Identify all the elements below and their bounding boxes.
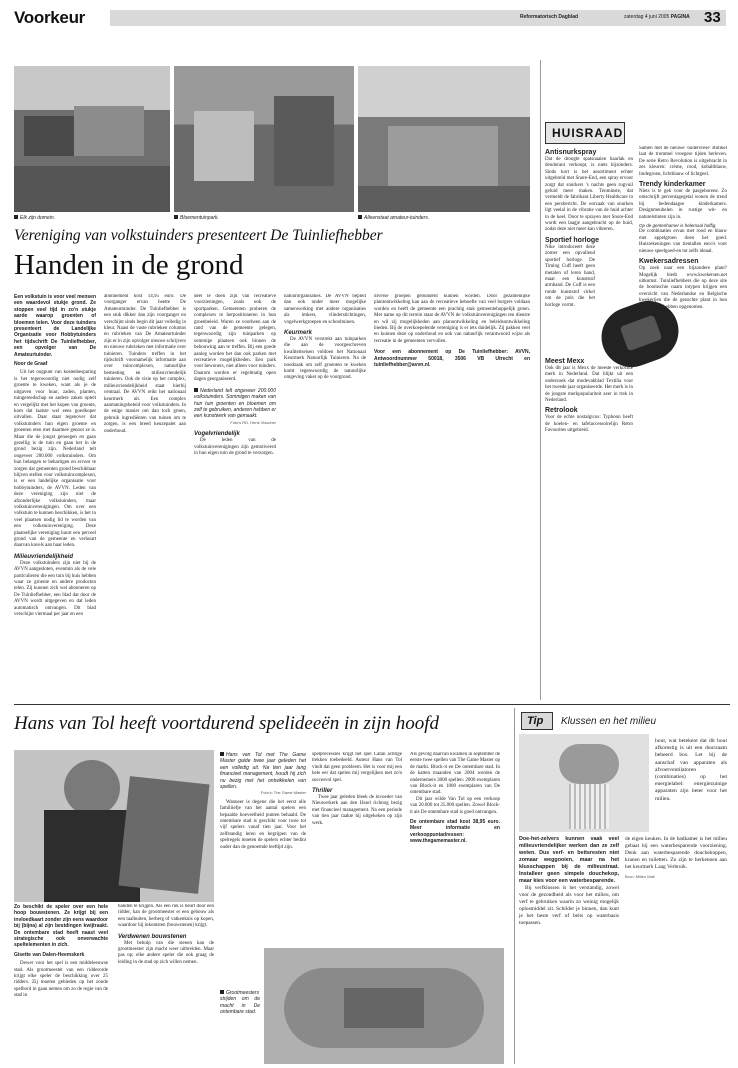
article2-footer: De ontembare stad kost 38,95 euro. Meer informatie en verkooppuntadressen: www.thegamemaster.nl. [410, 819, 500, 845]
article2-col4 [312, 752, 402, 942]
article1-col1 [14, 294, 96, 694]
huisraad-logo-text: HUISRAAD [552, 126, 624, 140]
tip-col-left [519, 836, 619, 1062]
article2-quote-credit: Foto's: The Game Master [260, 790, 306, 796]
article2-col5-text: Als gevolg daarvan kwamen in september de eerste twee spellen van The Game Master op de markt. Block-it en De ontembare stad. In de katten maanden van 2004 werden de ondernemers 3000 spellen: 2000 exemplaren van Block-it en 1000 exemplaren van De ontembare stad. [410, 752, 500, 796]
article1-col4 [284, 294, 366, 694]
article1-sub-vogel: Vogelvriendelijk [194, 431, 240, 438]
huisraad-item6-text: Op zoek naar een bijzondere plant? Mogelijk biedt www.kwekersen.net uitkomst. Tuinliefhebbers die op deze site de boomschie naam intypen krijgen een overzicht van Nederlandse en Belgische kwekerijen die de gezochte plant in hun assortiment hebben opgenomen. [639, 266, 727, 310]
tip-col-right [655, 738, 727, 834]
article1-col3 [194, 294, 276, 694]
article1-headline: Handen in de grond [14, 249, 244, 281]
page-number: 33 [704, 9, 721, 26]
game-designer-photo [14, 750, 214, 902]
tip-title: Klussen en het milieu [561, 716, 657, 727]
caption-bullet [174, 215, 178, 219]
article2-col5 [410, 752, 500, 942]
huisraad-item5-title: Trendy kinderkamer [639, 181, 706, 189]
article1-col3b-text: De leden van de volkstuinverenigingen zijn gemotiveerd in hun eigen tuin de grond te verzorgen. [194, 438, 276, 456]
article2-quote2: Grootmeesters strijden om de macht in De ontembare stad. [220, 990, 260, 1016]
photo-caption-2: Bloementuinpark. [174, 215, 219, 221]
page-label: PAGINA [670, 14, 690, 20]
article2-col4b-text: Twee jaar geleden bleek de invoeder van Nieuwerkerk aan den IJssel richnog bezig met financieel management. Na een periode van tien jaar raakte hij uitgekeken op zijn werk. [312, 795, 402, 826]
article1-col2-text: abonnement kost 14,95 euro. De voorganger ervan heette De Amateurtuinder. De Tuinliefhebber is een stuk dikker dan zijn voorganger en verschijnt sinds begin dit jaar volledig in kleur. Naast de vaste rubrieken columns en rubrieken van De Amateurtuinder zijn er in zijn opvolger nieuwe schrijvers en nieuwe rubrieken met informatie over tuinieren. Tuinders treffen in het tijdschrift voornamelijk informatie aan over tuincomplexen, natuurlijke bemesting en milieuvriendelijk tuinieren. Ook de visie op het complex, milieuvriendelijkheid staat hierbij centraal. De AVVN reikt het nationaal keurmerk uit. Een complex aanmaningsbeleid voor volkstuinders. In de enige manier om dan toch groen, gebruik ingrediënten van tuinen om te zorgen, is een breed keuzepalet aan onderhoud. [104, 294, 186, 434]
header-date [624, 14, 690, 20]
article2-col3-text: Wanneer is degene die het eerst alle familiiefje van het aantal spelers een bepaalde hoeveelheid punten behaald. De ontembare stad is geschikt voor twee tot vijf spelers vanaf tien jaar. Voor het zelfstandig leren en begrijpen van de spelregels moeten de spelers echter bedint ouder dan de genoemde leeftijd zijn. [220, 799, 306, 850]
article1-col1b-text: Deze volkstuinders zijn niet bij de AVVN aangesloten, evenmin als de vele particulieren die een tuin bij huis hebben waar ze groente en andere producten telen. Zij kunnen zich wel abonneren op De Tuinliefhebber, een blad dat door de AVVN wordt uitgegeven en dat leden automatisch ontvangen. Dit blad verschijnt viermaal per jaar en een [14, 560, 96, 618]
photo-caption-1: Elk zijn domein. [14, 215, 55, 221]
article2-quote: Hans van Tol met The Game Master gaide twee jaar geleden het een volledig uit. Na tien jaar lang financieel management, houdt hij zich nu bezig met het ontwikkelen van spellen. [220, 752, 306, 791]
article1-col4b-text: De AVVN verstrekt aan tuinparken die aan de voorgeschreven kwaliteitseisen voldoen het Nationaal Keurmerk Natuurlijk Tuinieren. Na de noodzaak om zelf groenten te kweken komt tegenwoordig de natuurlijke omgeving vaker op de voorgrond. [284, 337, 366, 381]
tip-credit: Bron: Milieu Mail [625, 874, 655, 879]
huisraad-logo [545, 122, 625, 144]
huisraad-col2-a: Samen met de nieuwe 'oudersvese' Butikel laat de trommel vroegere tijden herleven. De serie Retro Revolution is uitgebracht in zes kleuren: crème, rood, kobaltblauw, lindegroen, lichtblauw of lichtgeel. [639, 146, 727, 177]
huisraad-item1-text: Dat de droogte spatsnaaien haarlak en deodorant verkoopt, is niets bijzonders. Sinds kort is het assortiment echter uitgebreid met Snore-End, een spray ervoor zorgt dat snurkers 's nachts geen rugvuil geluid meer maken. Tenminste, dat vermeldt de fabrikant Liberty Healthcare in een persbericht. De oorzaak van snurken ligt veelal in de vibratie van de huid achter in de keel. Door te sprayen met Snore-End wordt een laagje aangebracht op de huid, zodat deze niet meer kan vibreren. [545, 157, 633, 233]
article1-kicker: Vereniging van volkstuinders presenteert De Tuinliefhebber [14, 227, 383, 244]
game-quote-box [220, 990, 260, 1060]
huisraad-item3-title: Meest Mexx [545, 357, 585, 365]
tip-lead: Doe-het-zelvers kunnen vaak veel milieuvriendelijker werken dan ze zelf weten. Dus verf- en beitsresten niet zomaar weggooien, maar na het klusschappen bij de milieustraat. Installeer geen simpele douchekop, maar kies voor een waterbesparende. [519, 836, 619, 884]
article2-sub-bouwstenen: Verdwenen bouwstenen [118, 933, 187, 940]
article1-sub-keurmerk: Keurmerk [284, 330, 313, 337]
article1-col1-text: Uit het oogpunt van kostenbesparing is het tegenwoordig niet nodig zelf groente te kweken, want als je de uitgaven voor huur, zaden, planten, tuingereedschap en andere zaken optelt en vergelijkt met het kopen van groente, kom dat laatste wel eens goedkoper uitvallen. Daar staat tegenover dat volkstuinders hun eigen groente en groenten eten met daarmee genoot ze is. Maar die de jongst genoegen en gaan gezellig is de tuin en gaan het in de grond bezig zijn. Nederland telt ongeveer 200.000 volkstuinders. Om hun belangen te behartigen en ervoor te zorgen dat gemeenten grond beschikbaar blijven stellen voor volkstuincomplexen, is er een landelijke organisatie voor hobbytuinders, de AVVN. Leden van deze vereniging zijn niet de afzonderlijke volkstuinders, maar volkstuinverenigingen. Om over een volkstuin te kunnen beschikken, is het in veel plaatsen nodig lid te worden van een volkstuinvereniging. Deze plaatselijke vereniging huurt een perceel grond van de gemeente en verhuurt daarvan kavels aan haar leden. [14, 370, 96, 549]
tip-col-right2 [625, 836, 727, 1056]
game-board-photo [264, 948, 504, 1064]
newspaper-name: Reformatorisch Dagblad [520, 14, 579, 20]
watch-photo-caption: Op de gentenhamer is helemaal hoffig. [639, 223, 717, 229]
photo-caption-3: Alleenstaat amateur-tuinders. [358, 215, 429, 221]
huisraad-item4-title: Retrolook [545, 407, 578, 415]
article1-col4-text: natuurorganisaties. De AVVN bepleit dan ook onder meer mogelijke samenwerking met andere organisaties als imkers, vlinderstichtingen, vogelwerkgroepen en schooltuinen. [284, 294, 366, 325]
huisraad-col1 [545, 146, 633, 696]
tip-logo-text: Tip [527, 715, 544, 727]
huisraad-item5-text: Niets is te gek voor de pasgeborene. Zo omschrijft percentagegetal wonen de trend bij bedendaagse kinderkamers. Designmeubelen in rustige wit- en naturelstinten zijn in. [639, 189, 727, 220]
article1-sub-milieu: Milieuvriendelijkheid [14, 553, 74, 560]
article2-headline: Hans van Tol heeft voortdurend spelideeën in zijn hoofd [14, 713, 439, 734]
article1-col3-text: deel te doen zijn van recreatieve voorzieningen, zoals ook de sportparken. Gemeenten proberen de complexen te herpositioneren in hun groenbeleid. Waren ze voorheen aan de rand van de gemeente gelegen, tegenwoordig zijn tuinparken op sommige plaatsen ook binnen de bebouwing aan te treffen. Bij een goede aanleg worden het dan ook parken met recreatieve mogelijkheden. Een park voor bewoners, niet alleen voor tuinders. Daarom worden er regelmatig open dagen georganiseerd. [194, 294, 276, 383]
huisraad-item3-text: Ook dit jaar is Mexx de meeste verkochte merk in Nederland. Dat blijkt uit een onderzoek dat modevakblad Textilia voor het tweede jaar organiseerde. Het merk is in de jongste merkpopulariteit zeer in trek in Nederland. [545, 365, 633, 403]
photo-garden-shed [14, 66, 170, 212]
photo-flower-park [174, 66, 354, 212]
huisraad-item2-text: Nike introduceert deze zomer een opvallend sportief horloge. De Timing Cuff heeft geen metalen of leren band, maar een kunststof armband. De Cuff is een ronde kunststof cirkel om de pols die het horloge vormt. [545, 244, 595, 308]
huisraad-col2 [639, 146, 727, 696]
section-divider [14, 704, 730, 705]
article1-col5-text: diverse groepen gebundeld kunnen worden. Door gezamenlijke plantontwikkeling kan aan de recreatieve behoefte van veel burgers voldaan worden en heeft de gemeente een prachtig stuk gemeentehoppelijk groen. Met name op dit terrein staat de AVVN de volkstuinverenigingen ten dienste en wil zij mogelijkheden aan planontwikkeling en beleidsontwikkeling bieden. Bij de overkoepelende vereniging is er iets duidelijk. Zij pakken veel en kunnen deze op onderhoud en ook van natuurlijk verantwoord wijze als recreatie in de gemeenten vervullen. [374, 294, 530, 344]
huisraad-item4-text: Voor de echte nostalgicus: Typhoon heeft de koelen- en tafelaccessoirelijn Retro Favourites uitgebreid. [545, 415, 633, 434]
quote-bullet [194, 388, 198, 392]
article2-byline: Gisette van Dalen-Heemskerk [14, 951, 85, 958]
article2-col1 [14, 904, 108, 1064]
article2-col4-text: spelprecessies krijgt het spel Catan achtige trekken toebedeeld. Auteur Hans van Tol vindt dat geen probleem. Het is voor mij een hele eer dat spelen mij vergelijken met zo'n succesvol spel. [312, 752, 402, 783]
article2-col5b-text: Dit jaar wilde Van Tol op een verkoop van 20.000 tot 25.000 spellen. Zowel Block-it als De ontembare stad is goed ontvangen. [410, 796, 500, 815]
tip-logo [521, 712, 553, 730]
article2-col1-text: Dewer voor het spel is een middeleeuwse stad. Als grootmeester van een ridderorde krijgt elke speler de beschikking over 25 ridders. Zij moeten gebieden op het zonde spelbord in gaan nemen om zo de regie van de stad in [14, 961, 108, 999]
article1-col2 [104, 294, 186, 694]
tip-sidebar [514, 708, 730, 1064]
caption-bullet [14, 215, 18, 219]
huisraad-item1-title: Antisnurkspray [545, 149, 597, 156]
huisraad-item2-title: Sportief horloge [545, 236, 600, 244]
huisraad-item6-title: Kwekersadressen [639, 258, 699, 266]
quote-bullet [220, 752, 224, 756]
article1-subscribe: Voor een abonnement op De Tuinliefhebber: AVVN, Antwoordnummer 50018, 3506 VB Utrecht en tuinliefhebber@avvn.nl. [374, 349, 530, 369]
article2-col2 [118, 904, 214, 1064]
article2-col2-text: handen te krijgen. Als een ruk is beurt door een ridder, kan de grootmeester er een gebouw als een taalbuiten, herberg of vatkenkuis op kopen, waardoor hij inkomsten (bouwstenen) krijgt. [118, 904, 214, 929]
huisraad-sidebar [540, 60, 730, 700]
caption-bullet [358, 215, 362, 219]
tip-right2-text: de eigen keuken. In de badkamer is het milieu gebaat bij een waterbesparende voorziening. Denk aan waterbesparende douchekoppen, kranen en toiletten. Zo zijn te herkennen aan het keurmerk Laag Verbruik. [625, 836, 727, 870]
article1-quote-credit: Foto's RD, Henk Visscher [230, 419, 276, 425]
photo-amateur-gardeners [358, 66, 530, 212]
page-header [14, 8, 726, 30]
article2-photo-caption: Zo beschikt de speler over een hele hoop bouwstenen. Ze krijgt bij een invloedkaart zonder zijn eens waardoor bij (bijna) al zijn bestdingen kwijtraakt. De ontembare stad heeft naast veel strategische ook onverwachte speltelementen in zich. [14, 904, 108, 949]
article2-sub-thriller: Thriller [312, 788, 333, 795]
date-text: zaterdag 4 juni 2005 [624, 14, 670, 20]
huisraad-col2-b: De combinaties ervan met rood en blauw met appelgroen doen het goed. Huisrekeningen van tientallen euro's voor nieuwe speelgoed-en tot zelfs ideaal. [639, 229, 727, 254]
quote-bullet [220, 990, 224, 994]
tip-body: Bij verfklussen is het verstandig, zowel voor de gezondheid als voor het milieu, om verf te gebruiken waarin zo weinig mogelijk oplosmiddel zit. Schilder je binnen, dan kunt je het beste verf of beits op waterbasis toepassen. [519, 885, 619, 926]
article1-quote: Nederland telt ongeveer 200.000 volkstuinders. Sommigen maken van hun tuin groenten en bloemen om zelf te gebruiken, anderen hebben er een kunstwerk van gemaakt. [194, 387, 276, 420]
article2-col2b-text: Met behulp van die stenen kan de grootmeester zijn macht weer uitbreiden. Maar pas op; elke andere speler die ook graag de leiding in de stad op zich willen nemen. [118, 940, 214, 965]
article1-col5 [374, 294, 530, 694]
section-title: Voorkeur [14, 8, 110, 28]
article1-lead: Een volkstuin is voor veel mensen een waardevol stukje grond. Ze stoppen veel tijd in zo'n stukje aarde waarop groenten of bloemen telen. Voor deze tuinders presenteert de Landelijke Organisatie voor Hobbytuinders het tijdschrift De Tuinliefhebber, een opvolger van De Amateurtuinder. [14, 294, 96, 358]
article1-byline: Noor de Graaf [14, 361, 48, 368]
shower-head-photo [519, 734, 649, 832]
tip-right-text: hout, wat betekent dat dit hout afkomstig is uit een duurzaam beheerd bos. Let bij de aanschaf van apparaten als afvoerventilatoren (combinaties) op het energielabel: energiezuinige apparaten zijn beter voor het milieu. [655, 738, 727, 802]
